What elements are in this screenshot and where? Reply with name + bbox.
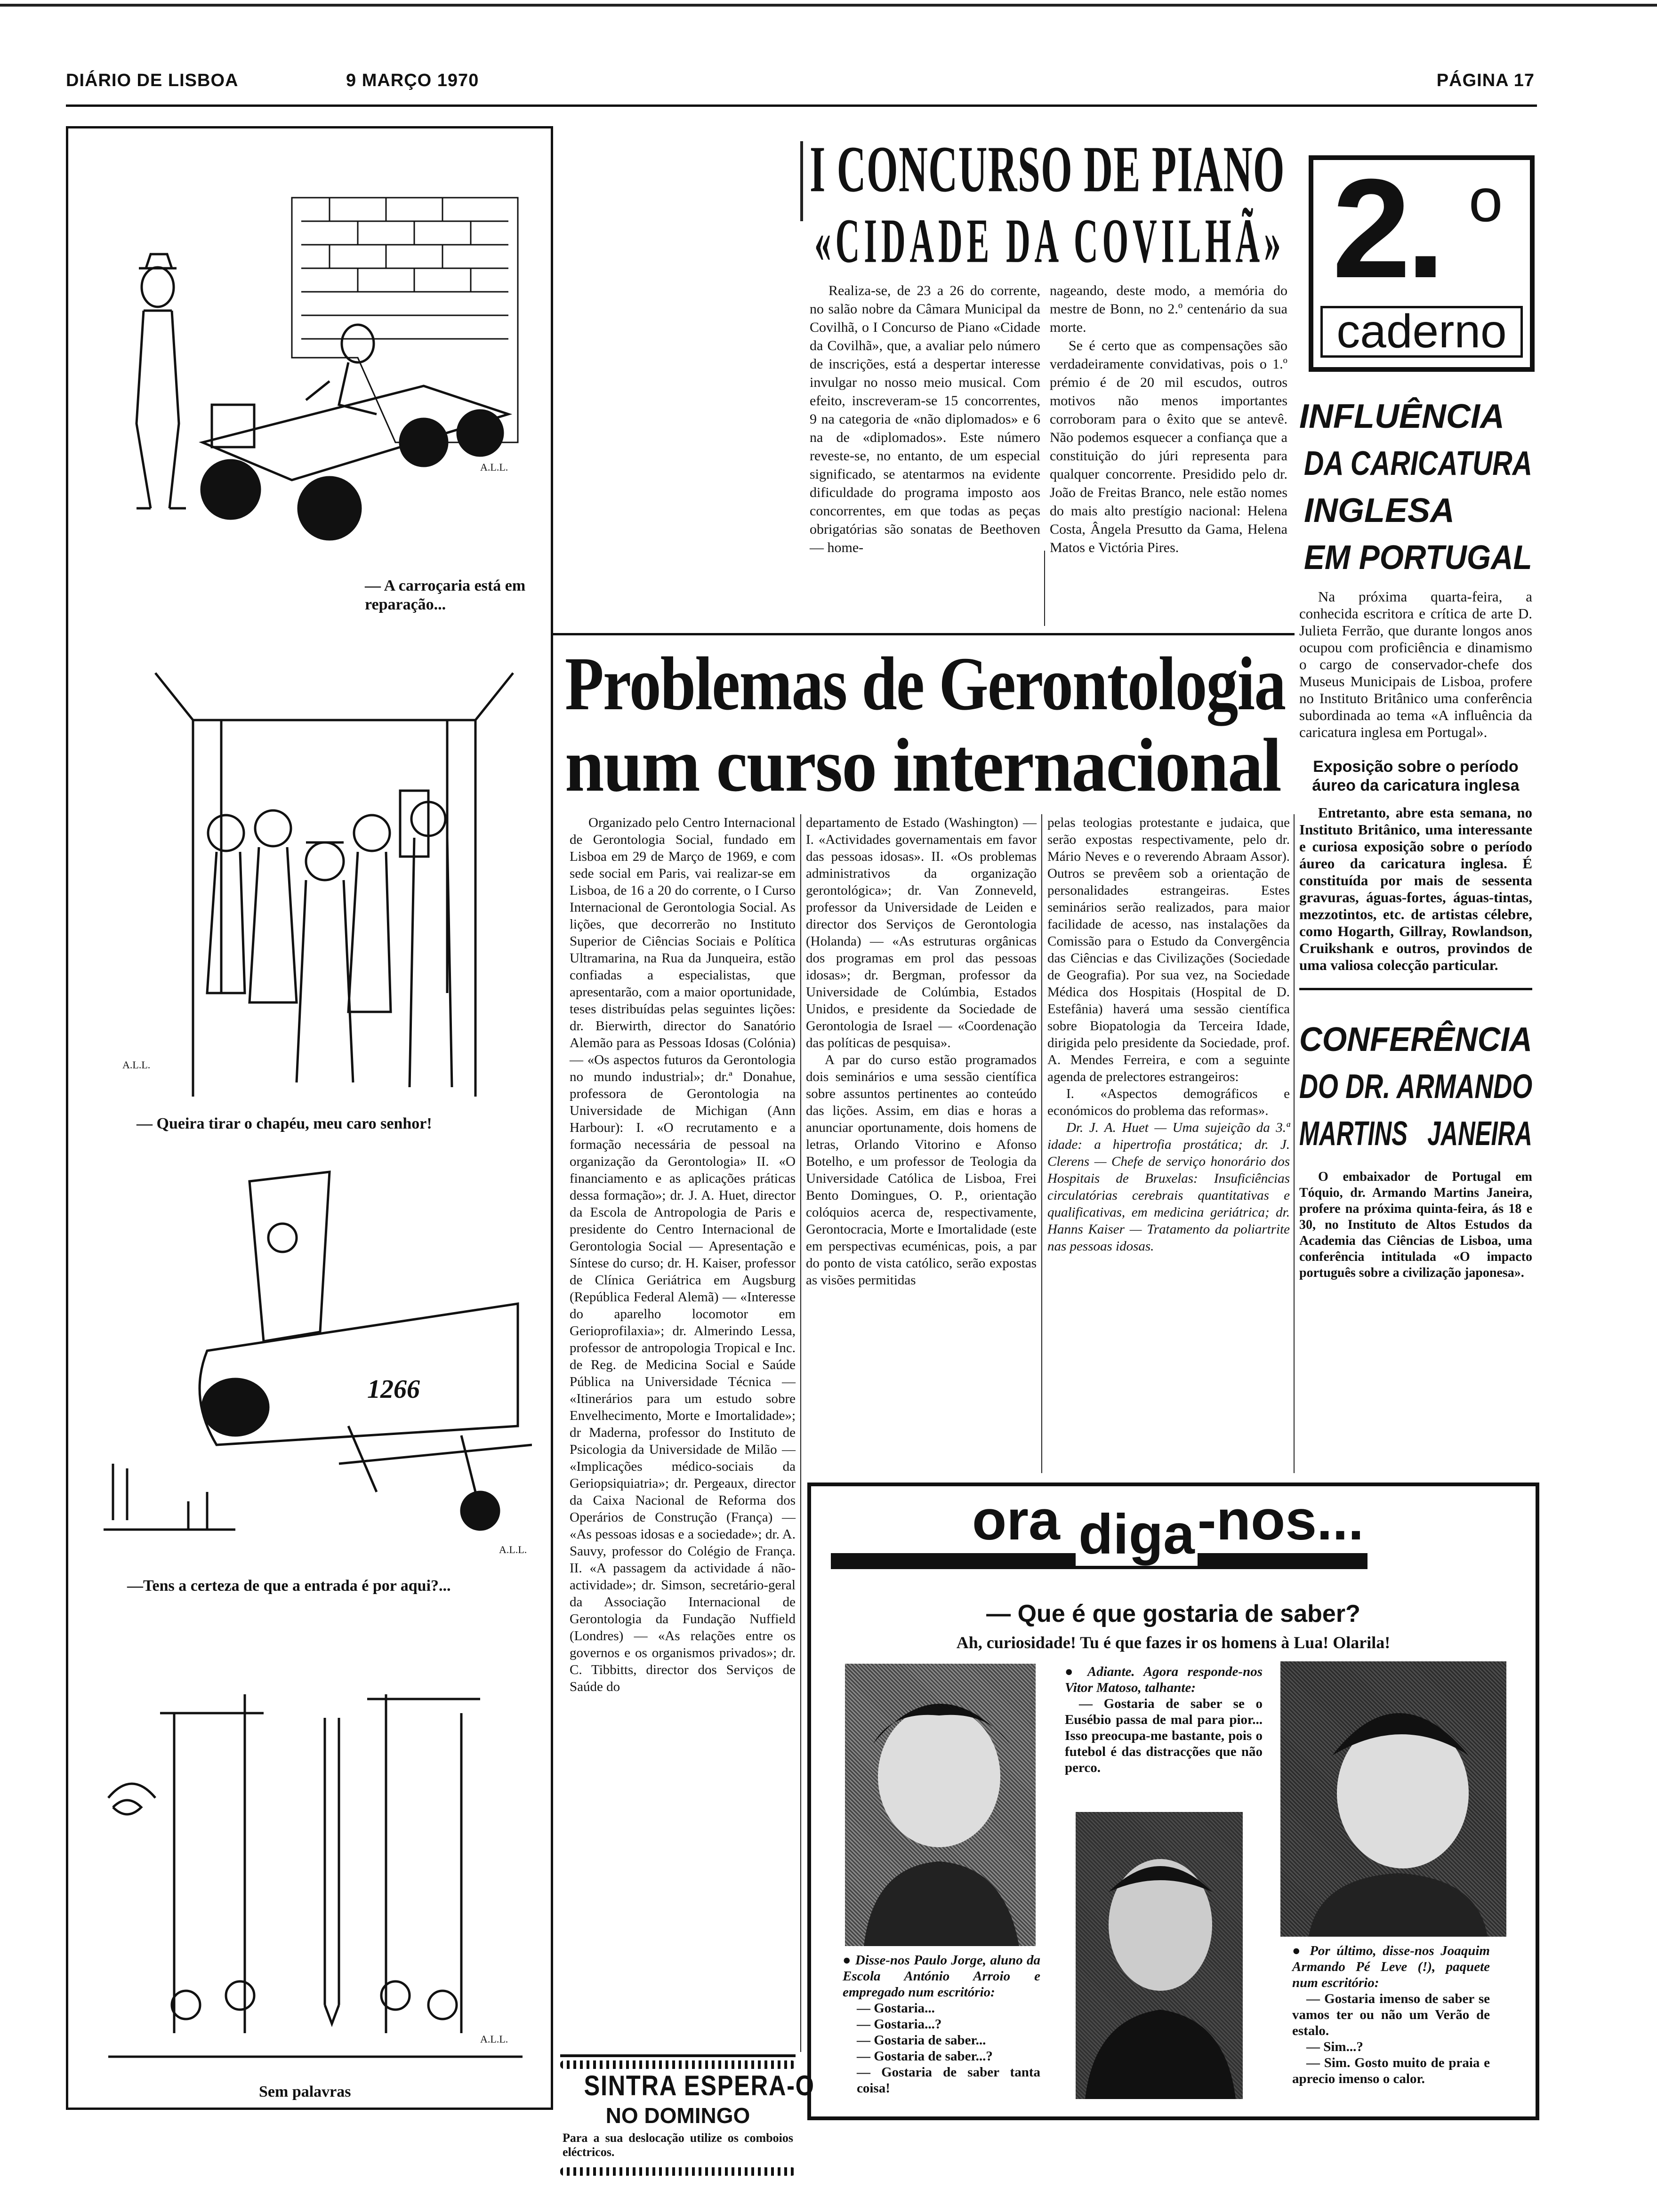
headline-line: DA CARICATURA [1304, 445, 1532, 482]
conferencia-body [1299, 1169, 1532, 1281]
exposicao-subhead: Exposição sobre o período áureo da caricatura inglesa [1312, 758, 1520, 794]
gerontologia-col3 [1047, 814, 1290, 1255]
cartoon-signature: A.L.L. [480, 2033, 508, 2045]
cartoon-caption: —Tens a certeza de que a entrada é por aqui?... [127, 1577, 451, 1595]
caderno-badge [1309, 149, 1535, 372]
headline-line: EM PORTUGAL [1304, 539, 1532, 577]
paragraph: O embaixador de Portugal em Tóquio, dr. Armando Martins Janeira, profere na próxima quinta-feira, ás 18 e 30, no Instituto de Altos Estudos da Academia das Ciências de Lisboa, uma conferência intitulada «O impacto português sobre a civilização japonesa». [1299, 1170, 1532, 1280]
ad-rule [560, 2054, 796, 2057]
dialogue-line: — Gostaria de saber se o Eusébio passa de mal para pior... Isso preocupa-me bastante, pois o futebol é das distracções que não perco. [1065, 1696, 1263, 1775]
paragraph: Se é certo que as compensações são verdadeiramente convidativas, pois o 1.º prémio é de 20 mil escudos, outros motivos não menos importantes corroboram para o êxito que se antevê. Não podemos esquecer a confiança que a constituição do júri representa para qualquer concorrente. Presidido pelo dr. João de Freitas Branco, nele estão nomes do mais alto prestígio nacional: Helena Costa, Ângela Presutto da Gama, Helena Matos e Victória Pires. [1050, 338, 1287, 555]
ora-diga-nos-title [972, 1489, 1364, 1566]
cartoon-caption: — Queira tirar o chapéu, meu caro senhor! [137, 1115, 432, 1132]
conferencia-headline [1299, 1016, 1532, 1157]
title-part: ora [972, 1489, 1060, 1552]
section-rule [1299, 988, 1532, 990]
caderno-label: caderno [1320, 306, 1523, 358]
gerontologia-headline-1: Problemas de Gerontologia [565, 641, 1286, 726]
headline-line: INGLESA [1304, 492, 1455, 529]
plane-number: 1266 [367, 1375, 420, 1404]
photo-paulo-jorge [845, 1664, 1036, 1946]
sintra-ad-body: Para a sua deslocação utilize os comboios eléctricos. [563, 2131, 793, 2159]
sintra-ad-title-wrap [563, 2070, 815, 2103]
answer-vitor-matoso: ● Adiante. Agora responde-nos Vitor Matoso, talhante: — Gostaria de saber se o Eusébio passa de mal para pior... Isso preocupa-me bastante, pois o futebol é das distracções que não perco. [1065, 1664, 1263, 1775]
exposicao-body [1299, 804, 1532, 974]
issue-date: 9 MARÇO 1970 [346, 71, 479, 90]
portrait-icon [1280, 1661, 1506, 1937]
title-part: diga [1076, 1503, 1198, 1566]
gerontologia-col2 [806, 814, 1037, 1289]
piano-headline-1: I CONCURSO DE PIANO [810, 133, 1285, 206]
question-subtitle: — Que é que gostaria de saber? [986, 1600, 1360, 1627]
influencia-body [1299, 588, 1532, 741]
cartoon-signature: A.L.L. [480, 461, 508, 473]
car-chassis [201, 325, 508, 539]
gerontologia-col1 [570, 814, 796, 1695]
dialogue-line: — Gostaria de saber tanta coisa! [857, 2065, 1040, 2096]
answer-paulo-jorge: ● Disse-nos Paulo Jorge, aluno da Escola António Arroio e empregado num escritório: — Gostaria... — Gostaria...? — Gostaria de saber... — Gostaria de saber...? — Gostaria de saber tanta coisa! [843, 1953, 1040, 2096]
wavy-border [560, 2060, 796, 2069]
top-rule [0, 4, 1657, 7]
page-number: PÁGINA 17 [1436, 71, 1535, 90]
cartoon-signature: A.L.L. [122, 1059, 151, 1071]
dialogue-line: — Gostaria...? [857, 2017, 942, 2032]
dialogue-line: — Gostaria... [857, 2001, 935, 2016]
paragraph: Organizado pelo Centro Internacional de Gerontologia Social, fundado em Lisboa em 29 de Março de 1969, e com sede social em Paris, vai realizar-se em Lisboa, de 16 a 20 do corrente, o I Curso Internacional de Gerontologia Social. As lições, que decorrerão no Instituto Superior de Ciências Sociais e Política Ultramarina, na Rua da Junqueira, estão confiadas a especialistas, que apresentarão, com a maior oportunidade, teses distribuídas pelas seguintes lições: dr. Bierwirth, director do Sanatório Alemão para as Pessoas Idosas (Colónia) — «Os aspectos futuros da Gerontologia no mundo industrial»; dr.ª Donahue, professora de Gerontologia na Universidade de Michigan (Ann Harbour): I. «O recrutamento e a formação necessária de pessoal na organização da Gerontologia» II. «O financiamento e as aplicações práticas dessa formação»; dr. J. A. Huet, director da Escola de Antropologia de Paris e presidente do Centro Internacional de Gerontologia Social — Apresentação e Síntese do curso; dr. H. Kaiser, professor de Clínica Geriátrica em Augsburg (República Federal Alemã) — «Interesse do aparelho locomotor em Gerioprofilaxia»; dr. Almerindo Lessa, professor de antropologia Tropical e Inc. de Reg. de Medicina Social e Saúde Pública na Universidade Técnica — «Itinerários para um estudo sobre Envelhecimento, Morte e Imortalidade»; dr Maderna, professor do Instituto de Psicologia da Universidade de Milão — «Implicações médico-sociais da Geriopsiquiatria»; dr. Pergeaux, director da Caixa Nacional de Reforma dos Operários de Construção (França) — «As pessoas idosas e a sociedade»; dr. A. Sauvy, professor do Colégio de França. II. «A passagem da actividade á não-actividade»; dr. Simson, secretário-geral da Associação Internacional de Gerontologia da Fundação Nuffield (Londres) — «As relações entre os governos e os organismos privados»; dr. C. Tibbitts, director dos Serviços de Saúde do [570, 815, 796, 1694]
caderno-ordinal: o [1469, 166, 1503, 234]
dialogue-line: — Gostaria imenso de saber se vamos ter ou não um Verão de estalo. [1292, 1991, 1490, 2038]
cartoon-caption: Sem palavras [259, 2083, 351, 2100]
piano-headline-2: «CIDADE DA COVILHÃ» [814, 206, 1285, 276]
dialogue-line: — Gostaria de saber... [857, 2033, 986, 2048]
sintra-ad-title: SINTRA ESPERA-O [584, 2070, 815, 2101]
wavy-border [560, 2167, 796, 2176]
influencia-headline [1299, 393, 1532, 581]
answer-intro: Por último, disse-nos Joaquim Armando Pé Leve (!), paquete num escritório: [1292, 1943, 1490, 1990]
piano-article-col2 [1050, 281, 1287, 557]
piano-article-col1 [810, 281, 1040, 557]
paragraph: I. «Aspectos demográficos e económicos do problema das reformas». [1047, 1086, 1290, 1118]
cartoon-elevator-illustration [108, 664, 532, 1101]
answer-intro: Disse-nos Paulo Jorge, aluno da Escola António Arroio e empregado num escritório: [843, 1953, 1040, 2000]
cartoon-caption: — A carroçaria está em reparação... [365, 577, 526, 613]
paragraph: Dr. J. A. Huet — Uma sujeição da 3.ª idade: a hipertrofia prostática; dr. J. Clerens — Chefe de serviço honorário dos Hospitais de Bruxelas: Insuficiências circulatórias cerebrais quantitativas e qualificativas, em medicina geriátrica; dr. Hanns Kaiser — Tratamento da poliartrite nas pessoas idosas. [1047, 1120, 1290, 1254]
section-rule [551, 633, 1295, 635]
gerontologia-headline-2: num curso internacional [565, 723, 1281, 808]
column-rule [800, 814, 801, 2052]
paragraph: Na próxima quarta-feira, a conhecida escritora e crítica de arte D. Julieta Ferrão, que durante longos anos ocupou com proficiência e dinamismo o cargo de conservador-chefe dos Museus Municipais de Lisboa, profere no Instituto Britânico uma conferência subordinada ao tema «A influência da caricatura inglesa em Portugal». [1299, 588, 1532, 740]
headline-line: DO DR. ARMANDO [1299, 1068, 1533, 1106]
paragraph: nageando, deste modo, a memória do mestre de Bonn, no 2.º centenário da sua morte. [1050, 283, 1287, 335]
right-column [1299, 393, 1532, 1281]
paragraph: departamento de Estado (Washington) — I. «Actividades governamentais em favor das pessoas idosas». II. «Os problemas administrativos da organização gerontológica»; dr. Van Zonneveld, professor da Universidade de Leiden e director dos Serviços de Gerontologia (Holanda) — «As estruturas orgânicas dos programas em prol das pessoas idosas»; dr. Bergman, professor da Universidade de Colúmbia, Estados Unidos, e presidente da Sociedade de Gerontologia de Israel — «Coordenação das políticas de pesquisa». [806, 815, 1037, 1050]
title-bar [800, 141, 803, 221]
headline-line: INFLUÊNCIA [1299, 398, 1504, 435]
cartoon-gallows-illustration [104, 1666, 527, 2076]
cartoon-signature: A.L.L. [499, 1544, 527, 1555]
standing-man [137, 254, 186, 508]
photo-joaquim-armando [1280, 1661, 1506, 1937]
header-rule [66, 104, 1537, 107]
paragraph: Realiza-se, de 23 a 26 do corrente, no salão nobre da Câmara Municipal da Covilhã, o I Concurso de Piano «Cidade da Covilhã», que, a avaliar pelo número de inscrições, está a despertar interesse invulgar no nosso meio musical. Com efeito, inscreveram-se 15 concorrentes, 9 na categoria de «não diplomados» e 6 na de «diplomados». Este número reveste-se, no entanto, de um especial significado, se atentarmos na evidente dificuldade do programa imposto aos concorrentes, em que todas as peças obrigatórias são sonatas de Beethoven — home- [810, 283, 1040, 555]
cartoon-airplane-illustration [94, 1162, 532, 1567]
answer-joaquim-armando: ● Por último, disse-nos Joaquim Armando Pé Leve (!), paquete num escritório: — Gostaria imenso de saber se vamos ter ou não um Verão de estalo. — Sim...? — Sim. Gosto muito de praia e aprecio imenso o calor. [1292, 1943, 1490, 2086]
photo-vitor-matoso [1076, 1812, 1243, 2099]
dialogue-line: — Gostaria de saber...? [857, 2049, 993, 2064]
answer-intro: Adiante. Agora responde-nos Vitor Matoso, talhante: [1065, 1664, 1263, 1695]
tagline: Ah, curiosidade! Tu é que fazes ir os homens à Lua! Olarila! [956, 1633, 1391, 1652]
portrait-icon [1076, 1812, 1243, 2099]
headline-line: MARTINS JANEIRA [1299, 1115, 1532, 1153]
headline-line: CONFERÊNCIA [1299, 1021, 1533, 1058]
paragraph: A par do curso estão programados dois seminários e uma sessão científica sobre assuntos pertinentes ao conteúdo das lições. Assim, em dias e horas a anunciar oportunamente, dois homens de letras, Orlando Vitorino e Afonso Botelho, e um professor de Teologia da Universidade Católica de Lisboa, Frei Bento Domingues, O. P., orientação colóquios acerca de, respectivamente, Gerontocracia, Morte e Imortalidade (este em perspectivas ecuménicas, pois, a par do ponto de vista católico, serão expostas as visões permitidas [806, 1052, 1037, 1288]
title-part: -nos... [1197, 1489, 1364, 1552]
column-rule [1041, 814, 1042, 1473]
paragraph: pelas teologias protestante e judaica, que serão expostas respectivamente, pelo dr. Mário Neves e o reverendo Abraam Assor). Outros se prevêem sob a orientação de personalidades estrangeiras. Estes seminários serão realizados, para maior facilidade de acesso, nas instalações da Comissão para o Estudo da Convergência das Ciências e das Civilizações (Sociedade de Geografia). Por sua vez, na Sociedade Médica dos Hospitais (Hospital de D. Estefânia) haverá uma sessão científica sobre Biopatologia da Terceira Idade, dirigida pelo presidente da Sociedade, prof. A. Mendes Ferreira, e com a seguinte agenda de prelectores estrangeiros: [1047, 815, 1290, 1084]
portrait-icon [845, 1664, 1036, 1946]
caderno-number: 2. [1332, 149, 1441, 307]
column-rule [1044, 551, 1045, 626]
sintra-ad-subtitle: NO DOMINGO [605, 2103, 750, 2128]
paragraph: Entretanto, abre esta semana, no Instituto Britânico, uma interessante e curiosa exposição sobre o período áureo da caricatura inglesa. É constituída por mais de sessenta gravuras, águas-fortes, águas-tintas, mezzotintos, etc. de artistas célebre, como Hogarth, Gillray, Rowlandson, Cruikshank e outros, provindos de uma valiosa colecção particular. [1299, 804, 1532, 973]
dialogue-line: — Sim. Gosto muito de praia e aprecio imenso o calor. [1292, 2055, 1490, 2086]
cartoon-car-illustration [94, 179, 532, 569]
dialogue-line: — Sim...? [1306, 2039, 1363, 2054]
newspaper-name: DIÁRIO DE LISBOA [66, 71, 239, 90]
column-rule [1294, 814, 1295, 1473]
